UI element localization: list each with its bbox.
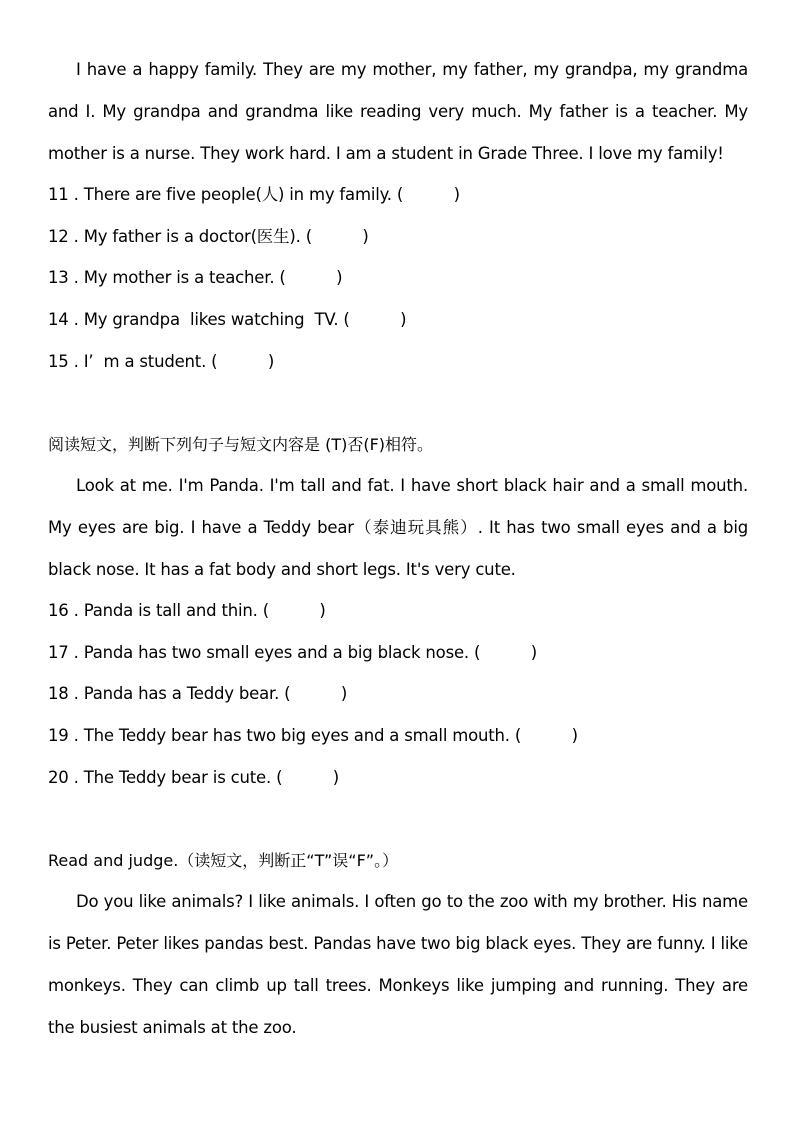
question-13: 13 . My mother is a teacher. ( ) <box>48 268 343 287</box>
question-19: 19 . The Teddy bear has two big eyes and a small mouth. ( ) <box>48 726 578 745</box>
question-12: 12 . My father is a doctor(医生). ( ) <box>48 227 369 246</box>
question-18: 18 . Panda has a Teddy bear. ( ) <box>48 684 348 703</box>
question-17: 17 . Panda has two small eyes and a big black nose. ( ) <box>48 643 537 662</box>
panda-passage: Look at me. I'm Panda. I'm tall and fat. I have short black hair and a small mouth. My eyes are big. I have a Teddy bear（泰迪玩具熊）. It has two small eyes and a big black nose. It has a fat body and short legs. It's very cute. <box>48 476 748 579</box>
family-passage: I have a happy family. They are my mother, my father, my grandpa, my grandma and I. My grandpa and grandma like reading very much. My father is a teacher. My mother is a nurse. They work hard. I am a student in Grade Three. I love my family! <box>48 60 748 163</box>
question-11: 11 . There are five people(人) in my family. ( ) <box>48 185 460 204</box>
question-14: 14 . My grandpa likes watching TV. ( ) <box>48 310 407 329</box>
section2-instruction: 阅读短文，判断下列句子与短文内容是 (T)否(F)相符。 <box>48 435 434 454</box>
section3-instruction: Read and judge.（读短文，判断正“T”误“F”。） <box>48 851 399 870</box>
question-20: 20 . The Teddy bear is cute. ( ) <box>48 768 339 787</box>
animals-passage: Do you like animals? I like animals. I often go to the zoo with my brother. His name is Peter. Peter likes pandas best. Pandas have two big black eyes. They are funny. I like monkeys. They can climb up tall trees. Monkeys like jumping and running. They are the busiest animals at the zoo. <box>48 892 748 1037</box>
question-15: 15 . I’ m a student. ( ) <box>48 352 275 371</box>
question-16: 16 . Panda is tall and thin. ( ) <box>48 601 326 620</box>
